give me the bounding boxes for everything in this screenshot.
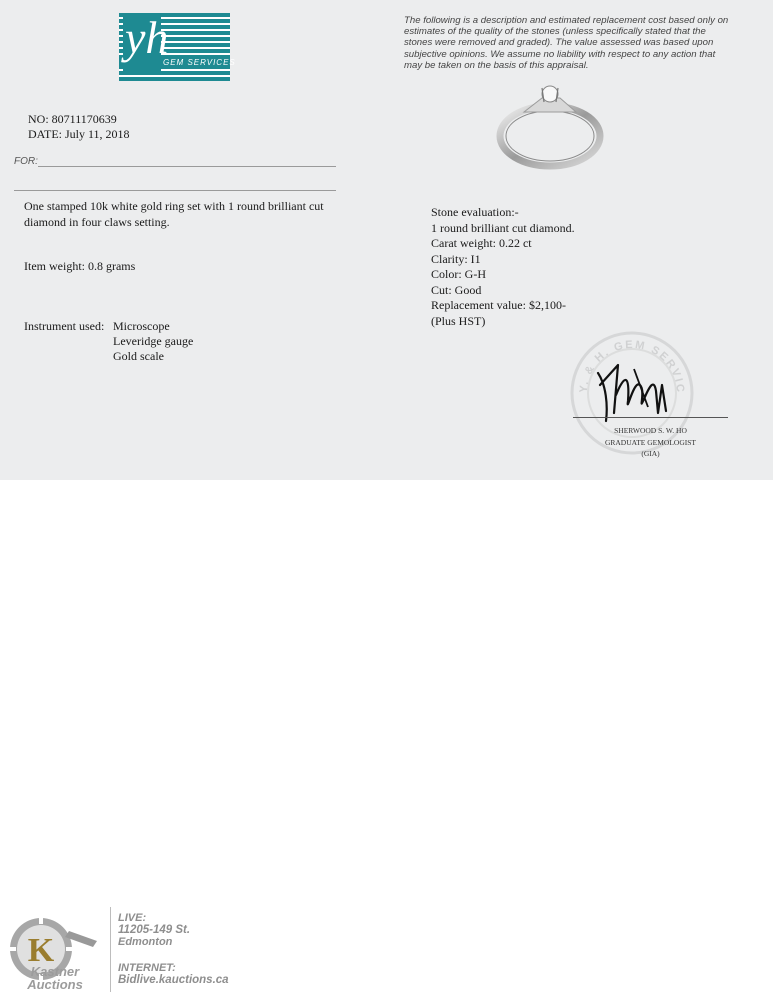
signature-line xyxy=(573,417,728,418)
for-line-2 xyxy=(14,190,336,191)
instrument-1: Microscope xyxy=(113,319,170,333)
stone-cut: Cut: Good xyxy=(431,282,482,297)
kastner-auctions-logo xyxy=(5,913,105,998)
appraisal-date: DATE: July 11, 2018 xyxy=(28,127,130,141)
live-label: LIVE: xyxy=(118,912,147,924)
kastner-brand-2: Auctions xyxy=(27,977,83,992)
kastner-brand-1: Kastner xyxy=(30,964,80,979)
stone-heading: Stone evaluation:- xyxy=(431,205,519,219)
instrument-3: Gold scale xyxy=(113,349,164,363)
live-address-2: Edmonton xyxy=(118,936,173,948)
appraisal-number: NO: 80711170639 xyxy=(28,112,117,126)
auction-url[interactable]: Bidlive.kauctions.ca xyxy=(118,974,229,986)
signer-title: GRADUATE GEMOLOGIST xyxy=(604,438,697,447)
plus-hst: (Plus HST) xyxy=(431,313,486,328)
logo-text: GEM SERVICES xyxy=(163,58,236,67)
disclaimer-text: The following is a description and estimated replacement cost based only on estimates of the quality of the stones (unless specifically stated that the stones were removed and graded). The value assessed was based upon subjective opinions. We assume no liability with respect to any action that may be taken on the basis of this appraisal. xyxy=(404,15,729,71)
signer-credential: (GIA) xyxy=(641,449,660,458)
stone-line: 1 round brilliant cut diamond. xyxy=(431,220,575,235)
internet-label: INTERNET: xyxy=(118,962,176,974)
instrument-2: Leveridge gauge xyxy=(113,334,194,348)
seal-text: Y. & H. GEM SERVIC xyxy=(577,338,687,395)
for-line xyxy=(38,166,336,167)
stone-carat: Carat weight: 0.22 ct xyxy=(431,236,532,250)
live-address-1: 11205-149 St. xyxy=(118,924,191,936)
yh-gem-services-logo xyxy=(119,12,236,81)
for-label: FOR: xyxy=(14,156,38,167)
kastner-initial: K xyxy=(27,932,55,969)
logo-mark: yh xyxy=(125,12,169,63)
item-description: One stamped 10k white gold ring set with 1 round brilliant cut diamond in four claws setting. xyxy=(24,199,324,229)
stone-evaluation xyxy=(431,205,575,329)
footer-divider xyxy=(110,907,111,992)
appraisal-certificate xyxy=(0,0,773,480)
ring-photo xyxy=(494,84,606,179)
stone-color: Color: G-H xyxy=(431,267,486,281)
instrument-label: Instrument used: xyxy=(24,319,105,333)
signer-name: SHERWOOD S. W. HO xyxy=(614,426,687,435)
item-weight: Item weight: 0.8 grams xyxy=(24,259,136,273)
replacement-value: Replacement value: $2,100- xyxy=(431,298,566,312)
stone-clarity: Clarity: I1 xyxy=(431,251,481,266)
